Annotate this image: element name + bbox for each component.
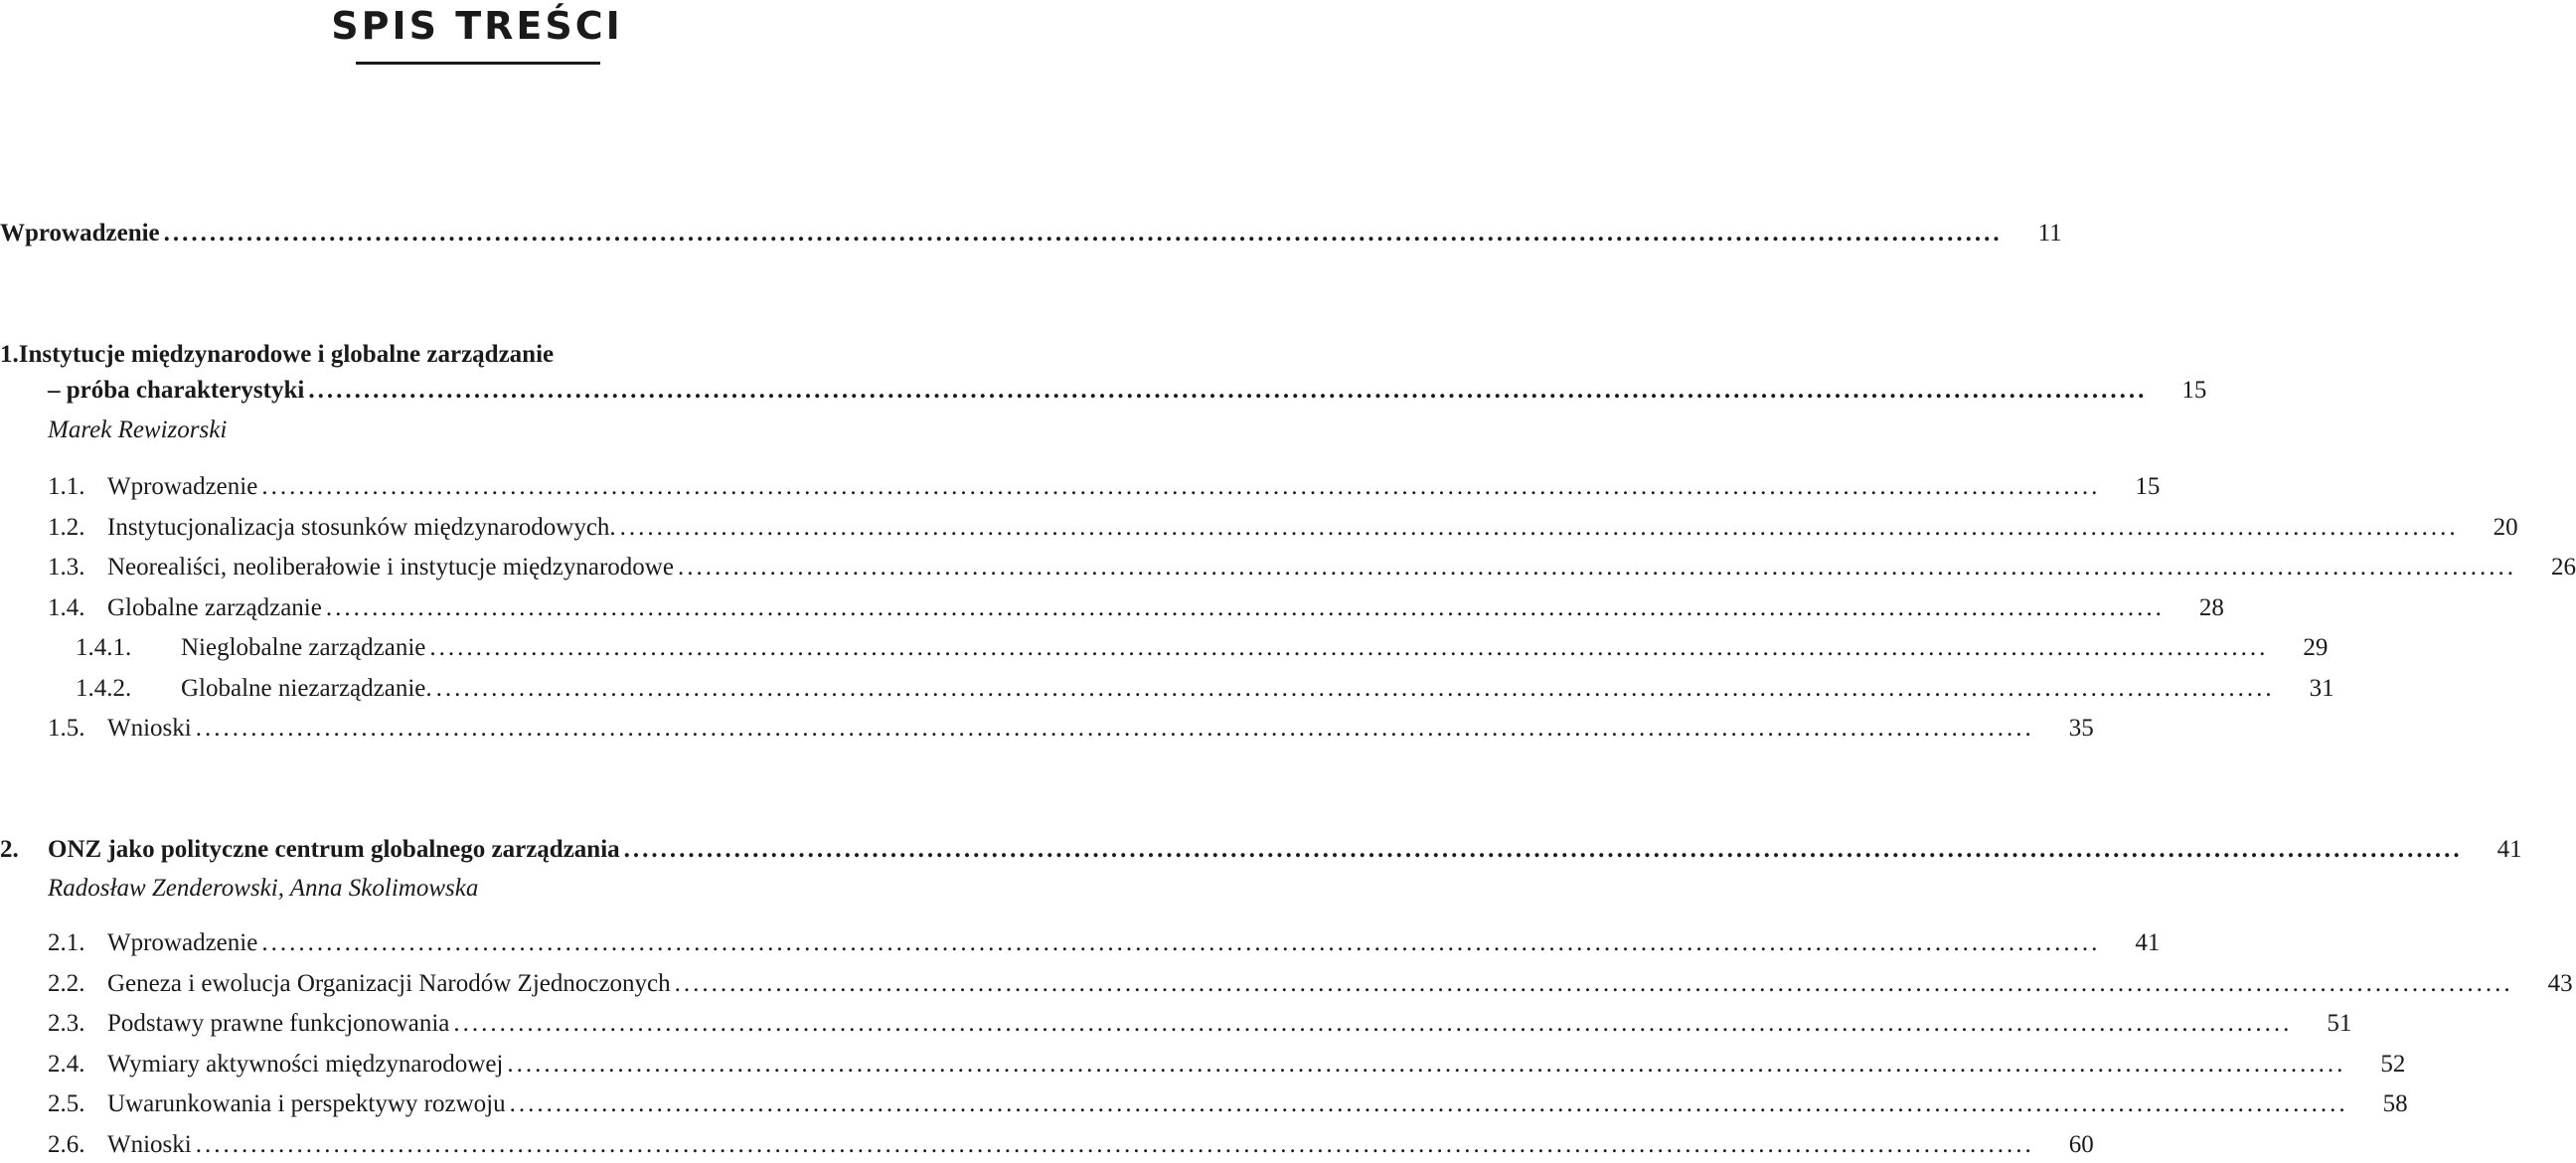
- toc-page-number: 60: [2068, 1130, 2094, 1158]
- chapter-number: 2.: [0, 836, 19, 863]
- toc-page-number: 52: [2380, 1050, 2406, 1078]
- dot-leader: ........................................................................................................................................................................................................: [509, 1090, 2348, 1117]
- toc-entry[interactable]: [48, 469, 2161, 505]
- toc-entry-introduction[interactable]: [0, 216, 2062, 251]
- toc-page-number: 28: [2198, 593, 2224, 621]
- dot-leader: ........................................................................................................................................................................................................: [619, 513, 2459, 541]
- toc-entry[interactable]: [48, 711, 2094, 747]
- dot-leader: ........................................................................................................................................................................................................: [308, 377, 2148, 404]
- toc-page-number: 15: [2181, 377, 2207, 404]
- toc-entry[interactable]: [76, 630, 2329, 666]
- toc-page-number: 31: [2309, 674, 2334, 702]
- toc-entry-number: 2.2.: [48, 969, 85, 997]
- toc-page-number: 11: [2037, 220, 2062, 247]
- dot-leader: ........................................................................................................................................................................................................: [195, 1130, 2034, 1158]
- dot-leader: ........................................................................................................................................................................................................: [195, 715, 2034, 742]
- toc-entry-label: Nieglobalne zarządzanie: [181, 634, 426, 661]
- toc-entry-number: 1.4.2.: [76, 674, 132, 702]
- toc-entry-label: Wprowadzenie: [0, 220, 160, 247]
- toc-page-number: 15: [2135, 473, 2161, 500]
- toc-entry-label: Podstawy prawne funkcjonowania: [107, 1010, 450, 1037]
- toc-entry-label: Globalne zarządzanie: [107, 593, 322, 621]
- chapter-1-author: Marek Rewizorski: [48, 416, 228, 443]
- dot-leader: ........................................................................................................................................................................................................: [435, 674, 2275, 702]
- toc-entry[interactable]: [48, 550, 2576, 585]
- toc-entry[interactable]: [48, 966, 2573, 1002]
- toc-page-number: 58: [2382, 1090, 2408, 1117]
- toc-entry[interactable]: [76, 671, 2334, 707]
- toc-entry-label: Geneza i ewolucja Organizacji Narodów Zjednoczonych: [107, 969, 671, 997]
- dot-leader: ........................................................................................................................................................................................................: [453, 1010, 2293, 1037]
- toc-entry-number: 2.1.: [48, 929, 85, 956]
- toc-entry-number: 2.6.: [48, 1130, 85, 1158]
- toc-entry-number: 1.1.: [48, 473, 85, 500]
- dot-leader: ........................................................................................................................................................................................................: [261, 473, 2101, 500]
- toc-entry-number: 2.5.: [48, 1090, 85, 1117]
- chapter-1-heading-line2[interactable]: [48, 373, 2207, 409]
- page-title: SPIS TREŚCI: [331, 4, 623, 48]
- chapter-title: ONZ jako polityczne centrum globalnego zarządzania: [48, 836, 620, 863]
- toc-entry-label: Globalne niezarządzanie.: [181, 674, 432, 702]
- chapter-title-line1: Instytucje międzynarodowe i globalne zarządzanie: [18, 341, 555, 368]
- chapter-number: 1.: [0, 341, 19, 368]
- toc-entry-label: Wnioski: [107, 715, 192, 742]
- chapter-2-author: Radosław Zenderowski, Anna Skolimowska: [48, 875, 479, 902]
- toc-entry[interactable]: [48, 1127, 2094, 1163]
- toc-entry[interactable]: [48, 1006, 2352, 1042]
- toc-entry-label: Wymiary aktywności międzynarodowej: [107, 1050, 504, 1078]
- dot-leader: ........................................................................................................................................................................................................: [163, 220, 2003, 247]
- toc-entry-label: Neorealiści, neoliberałowie i instytucje międzynarodowe: [107, 554, 674, 581]
- toc-entry[interactable]: [48, 1086, 2408, 1122]
- toc-entry-number: 1.2.: [48, 513, 85, 541]
- toc-page-number: 41: [2496, 836, 2522, 863]
- toc-entry[interactable]: [48, 925, 2161, 961]
- dot-leader: ........................................................................................................................................................................................................: [507, 1050, 2346, 1078]
- dot-leader: ........................................................................................................................................................................................................: [674, 969, 2513, 997]
- toc-page-number: 26: [2550, 554, 2576, 581]
- toc-page-number: 20: [2493, 513, 2518, 541]
- toc-entry-label: Wprowadzenie: [107, 473, 258, 500]
- toc-page-number: 35: [2068, 715, 2094, 742]
- toc-entry[interactable]: [48, 590, 2224, 626]
- toc-entry-number: 1.4.: [48, 593, 85, 621]
- dot-leader: ........................................................................................................................................................................................................: [429, 634, 2269, 661]
- chapter-1-heading[interactable]: [0, 337, 554, 373]
- toc-page-number: 29: [2303, 634, 2329, 661]
- toc-entry-label: Wprowadzenie: [107, 929, 258, 956]
- toc-entry-number: 2.3.: [48, 1010, 85, 1037]
- chapter-2-heading[interactable]: [0, 832, 2522, 868]
- dot-leader: ........................................................................................................................................................................................................: [325, 593, 2165, 621]
- dot-leader: ........................................................................................................................................................................................................: [261, 929, 2101, 956]
- toc-page-number: 43: [2547, 969, 2573, 997]
- toc-entry[interactable]: [48, 510, 2518, 546]
- toc-page-number: 51: [2327, 1010, 2352, 1037]
- toc-entry-number: 1.5.: [48, 715, 85, 742]
- toc-entry-number: 2.4.: [48, 1050, 85, 1078]
- dot-leader: ........................................................................................................................................................................................................: [677, 554, 2516, 581]
- toc-entry-number: 1.3.: [48, 554, 85, 581]
- toc-entry-label: Uwarunkowania i perspektywy rozwoju: [107, 1090, 506, 1117]
- toc-page-number: 41: [2135, 929, 2161, 956]
- toc-entry[interactable]: [48, 1047, 2406, 1082]
- toc-entry-label: Instytucjonalizacja stosunków międzynarodowych.: [107, 513, 616, 541]
- toc-entry-number: 1.4.1.: [76, 634, 132, 661]
- dot-leader: ........................................................................................................................................................................................................: [623, 836, 2463, 863]
- chapter-title-line2: – próba charakterystyki: [48, 377, 305, 404]
- title-underline: [356, 62, 600, 65]
- toc-entry-label: Wnioski: [107, 1130, 192, 1158]
